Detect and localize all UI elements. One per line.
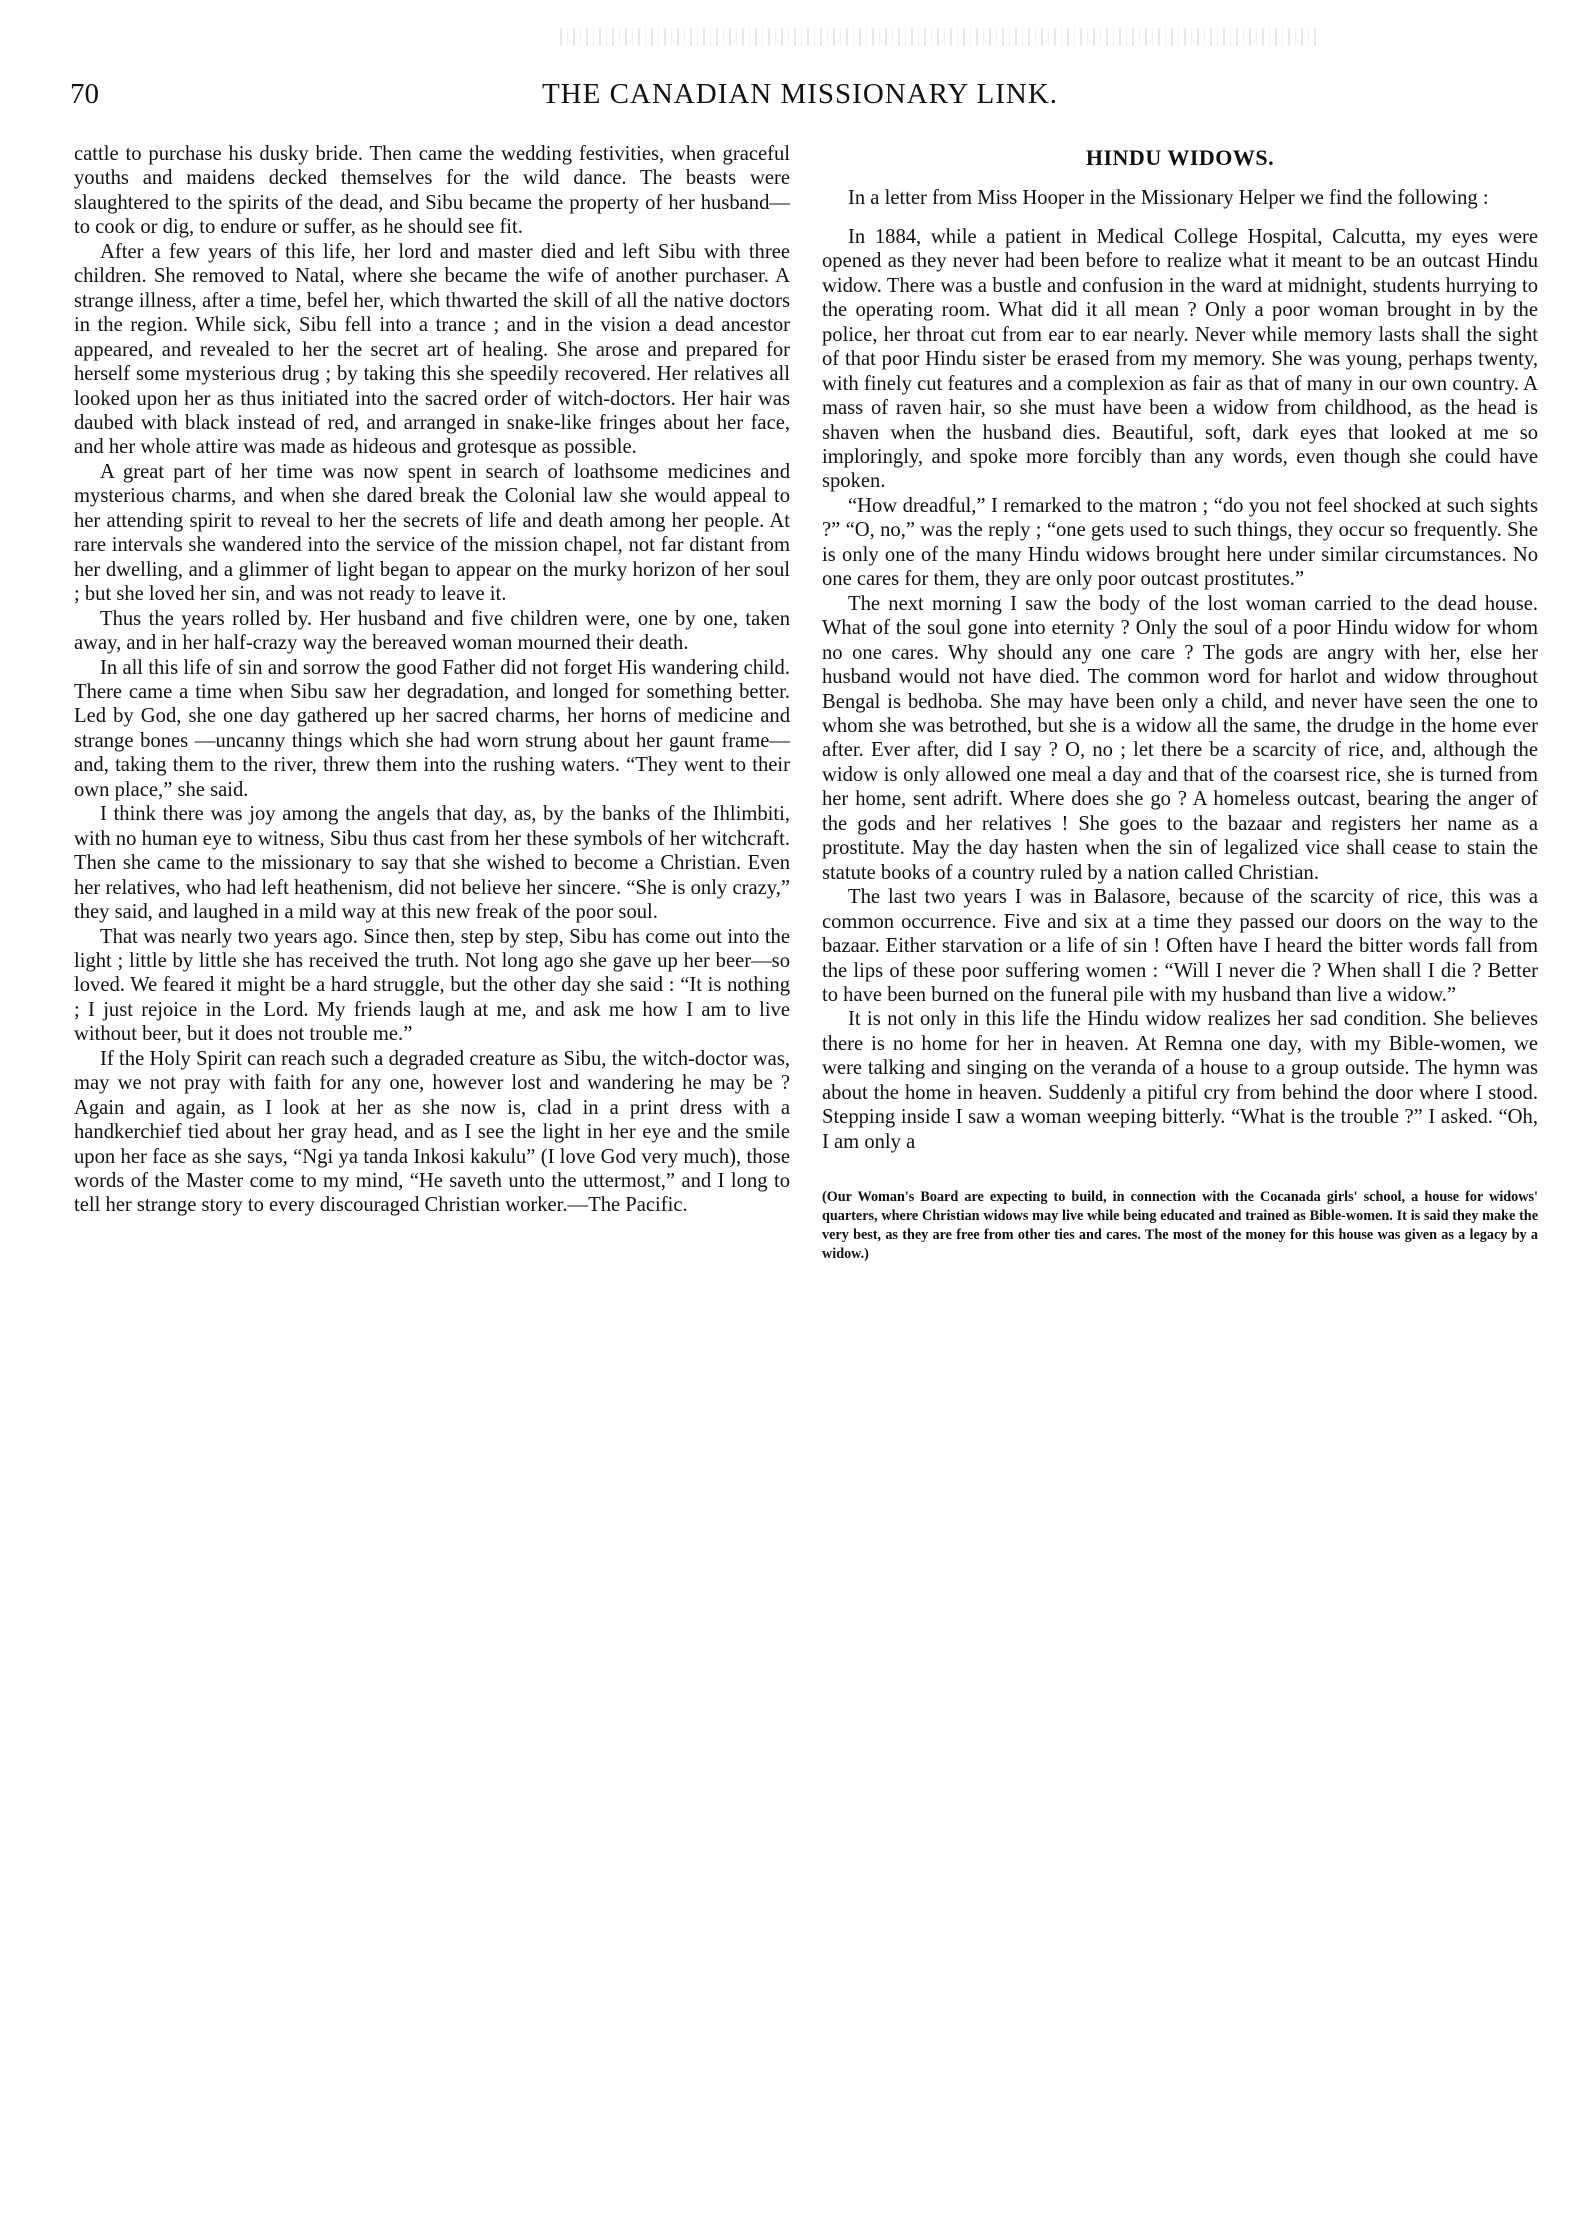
paragraph: That was nearly two years ago. Since then, step by step, Sibu has come out into the light ; little by little she has received the truth. Not long ago she gave up her beer—so loved. We feared it might be a hard struggle, but the other day she said : “It is nothing ; I just rejoice in the Lord. My friends laugh at me, and ask me how I am to live without beer, but it does not trouble me.” bbox=[74, 925, 790, 1046]
article-heading: HINDU WIDOWS. bbox=[1085, 145, 1275, 170]
paragraph: It is not only in this life the Hindu widow realizes her sad condition. She believes there is no home for her in heaven. At Remna one day, with my Bible-women, we were talking and singing on the veranda of a house to a group outside. The hymn was about the home in heaven. Suddenly a pitiful cry from behind the door where I stood. Stepping inside I saw a woman weeping bitterly. “What is the trouble ?” I asked. “Oh, I am only a bbox=[822, 1008, 1538, 1153]
article-intro: In a letter from Miss Hooper in the Missionary Helper we find the following : bbox=[848, 187, 1489, 210]
paragraph: cattle to purchase his dusky bride. Then came the wedding festivities, when graceful youths and maidens decked themselves for the wild dance. The beasts were slaughtered to the spirits of the dead, and Sibu became the property of her husband—to cook or dig, to endure or suffer, as he should see fit. bbox=[74, 143, 790, 239]
scan-noise bbox=[560, 28, 1320, 46]
paragraph: I think there was joy among the angels that day, as, by the banks of the Ihlimbiti, with no human eye to witness, Sibu thus cast from her these symbols of her witchcraft. Then she came to the missionary to say that she wished to become a Christian. Even her relatives, who had left heathenism, did not believe her sincere. “She is only crazy,” they said, and laughed in a mild way at this new freak of the poor soul. bbox=[74, 803, 790, 924]
paragraph: Thus the years rolled by. Her husband and five children were, one by one, taken away, and in her half-crazy way the bereaved woman mourned their death. bbox=[74, 607, 790, 655]
publication-title: THE CANADIAN MISSIONARY LINK. bbox=[541, 78, 1059, 110]
paragraph: “How dreadful,” I remarked to the matron ; “do you not feel shocked at such sights ?” “O, no,” was the reply ; “one gets used to such things, they occur so frequently. She is only one of the many Hindu widows brought here under similar circumstances. No one cares for them, they are only poor outcast prostitutes.” bbox=[822, 494, 1538, 591]
left-column bbox=[74, 142, 790, 1218]
paragraph: If the Holy Spirit can reach such a degraded creature as Sibu, the witch-doctor was, may we not pray with faith for any one, however lost and wandering he may be ? Again and again, as I look at her as she now is, clad in a print dress with a handkerchief tied about her gray head, and as I see the light in her eye and the smile upon her face as she says, “Ngi ya tanda Inkosi kakulu” (I love God very much), those words of the Master come to my mind, “He saveth unto the uttermost,” and I long to tell her strange story to every discouraged Christian worker.—The Pacific. bbox=[74, 1047, 790, 1217]
right-column bbox=[822, 142, 1538, 1264]
editorial-footnote: (Our Woman's Board are expecting to build, in connection with the Cocanada girls' school, a house for widows' quarters, where Christian widows may live while being educated and trained as Bible-women. It is said they make the very best, as they are free from other ties and cares. The most of the money for this house was given as a legacy by a widow.) bbox=[822, 1189, 1538, 1263]
paragraph: In 1884, while a patient in Medical College Hospital, Calcutta, my eyes were opened as they never had been before to realize what it meant to be an outcast Hindu widow. There was a bustle and confusion in the ward at midnight, students hurrying to the operating room. What did it all mean ? Only a poor woman brought in by the police, her throat cut from ear to ear nearly. Never while memory lasts shall the sight of that poor Hindu sister be erased from my memory. She was young, perhaps twenty, with finely cut features and a complexion as fair as that of many in our own country. A mass of raven hair, so she must have been a widow from childhood, as the head is shaven when the husband dies. Beautiful, soft, dark eyes that looked at me so imploringly, and spoke more forcibly than any words, even though she could have spoken. bbox=[822, 225, 1538, 493]
paragraph: In all this life of sin and sorrow the good Father did not forget His wandering child. There came a time when Sibu saw her degradation, and longed for something better. Led by God, she one day gathered up her sacred charms, her horns of medicine and strange bones —uncanny things which she had worn strung about her gaunt frame—and, taking them to the river, threw them into the rushing waters. “They went to their own place,” she said. bbox=[74, 656, 790, 801]
paragraph: A great part of her time was now spent in search of loathsome medicines and mysterious charms, and when she dared break the Colonial law she would appeal to her attending spirit to reveal to her the secrets of life and death among her people. At rare intervals she wandered into the service of the mission chapel, not far distant from her dwelling, and a glimmer of light began to appear on the murky horizon of her soul ; but she loved her sin, and was not ready to leave it. bbox=[74, 460, 790, 606]
paragraph: The next morning I saw the body of the lost woman carried to the dead house. What of the soul gone into eternity ? Only the soul of a poor Hindu widow for whom no one cares. Why should any one care ? The gods are angry with her, else her husband would not have died. The common word for harlot and widow throughout Bengal is bedhoba. She may have been only a child, and never have seen the one to whom she was betrothed, but she is a widow all the same, the drudge in the home ever after. Ever after, did I say ? O, no ; let there be a scarcity of rice, and, although the widow is only allowed one meal a day and that of the coarsest rice, she is turned from her home, sent adrift. Where does she go ? A homeless outcast, bearing the anger of the gods and her relatives ! She goes to the bazaar and registers her name as a prostitute. May the day hasten when the sin of legalized vice shall cease to stain the statute books of a country ruled by a nation called Christian. bbox=[822, 592, 1538, 884]
paragraph: After a few years of this life, her lord and master died and left Sibu with three children. She removed to Natal, where she became the wife of another purchaser. A strange illness, after a time, befel her, which thwarted the skill of all the native doctors in the region. While sick, Sibu fell into a trance ; and in the vision a dead ancestor appeared, and revealed to her the secret art of healing. She arose and prepared for herself some mysterious drug ; by taking this she speedily recovered. Her relatives all looked upon her as thus initiated into the sacred order of witch-doctors. Her hair was daubed with black instead of red, and arranged in snake-like fringes about her face, and her whole attire was made as hideous and grotesque as possible. bbox=[74, 240, 790, 459]
page-header bbox=[70, 78, 1530, 124]
page-number: 70 bbox=[70, 78, 99, 110]
paragraph: The last two years I was in Balasore, because of the scarcity of rice, this was a common occurrence. Five and six at a time they passed our doors on the way to the bazaar. Either starvation or a life of sin ! Often have I heard the bitter words fall from the lips of these poor suffering women : “Will I never die ? When shall I die ? Better to have been burned on the funeral pile with my husband than live a widow.” bbox=[822, 886, 1538, 1006]
